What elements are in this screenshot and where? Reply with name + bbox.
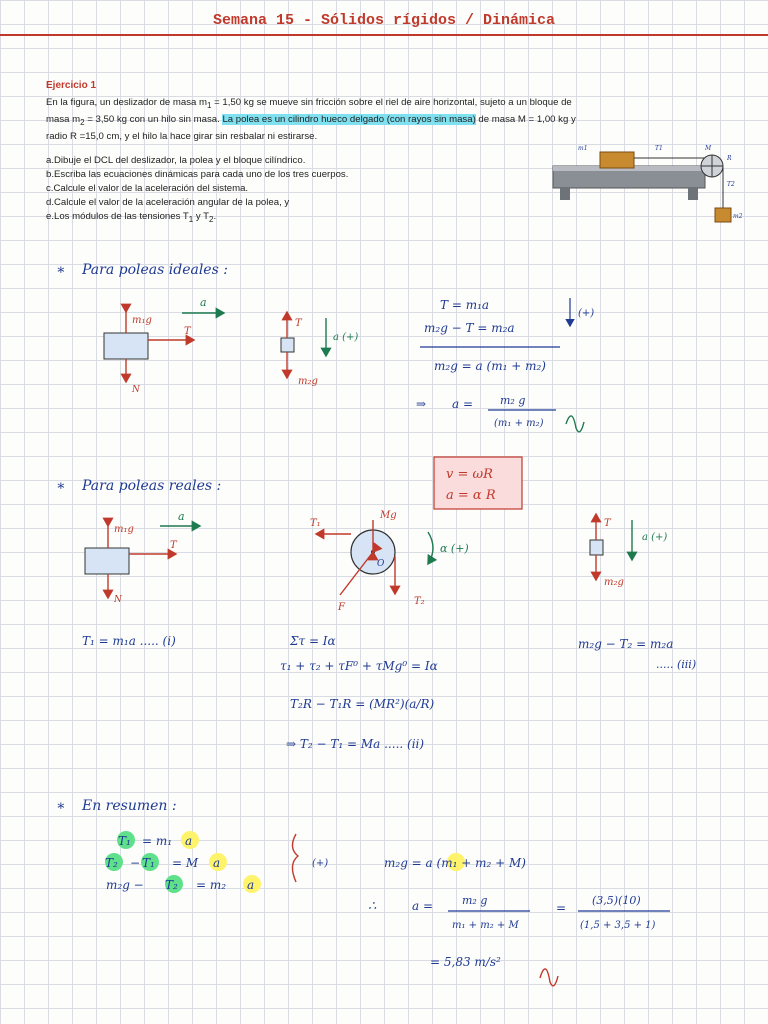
s1-a: a [185,834,193,848]
exercise-title: Ejercicio 1 [46,80,97,91]
item-e-sub2: 2 [209,214,214,224]
problem-text-1: En la figura, un deslizador de masa m [46,97,208,108]
real-alpha-arrow [428,532,433,564]
s2-rest: = M [172,856,199,870]
ideal-plus: (+) [578,308,595,319]
real-eq1: T₁ = m₁a ..... (i) [82,634,176,648]
note-bullet-1: ∗ [56,262,66,278]
s3-t2: T₂ [165,878,178,892]
fig-label-t2: T2 [727,181,735,188]
ideal-eq4-den: (m₁ + m₂) [494,418,544,429]
real-label-t2: T₂ [414,596,425,607]
item-e-prefix: e.Los módulos de las tensiones T [46,211,189,222]
ideal-label-m1g: m₁g [132,315,152,326]
s2-a: a [213,856,221,870]
real-block-box [590,540,603,555]
ideal-checkmark [566,416,584,432]
rail-leg-right [688,188,698,200]
note-summary: En resumen : [82,798,177,814]
s3-a: a [247,878,255,892]
fig-label-m2: m2 [733,213,743,220]
item-a: a.Dibuje el DCL del deslizador, la polea y el bloque cilíndrico. [46,155,306,166]
ideal-label-n: N [132,385,140,395]
rail-leg-left [560,188,570,200]
problem-text-2: = 1,50 kg se mueve sin fricción sobre el riel de aire horizontal, sujeto a un bloque de masa m [46,97,572,125]
boxed-relations [434,457,522,509]
summary-eq-sum: m₂g = a (m₁ + m₂ + M) [384,856,526,870]
real-glider-fbd [85,510,200,605]
real-equations [82,634,696,751]
relation-a: a = α R [446,488,496,503]
ideal-glider-box [104,333,148,359]
item-d: d.Calcule el valor de la aceleración angular de la polea, y [46,197,290,208]
summary-result: = 5,83 m/s² [430,955,501,969]
summary-therefore: ∴ [368,899,377,914]
s3-rest: = m₂ [196,878,227,892]
problem-text-4: de masa M = 1,00 kg y radio R =15,0 cm, y el hilo la hace girar sin resbalar ni estirarse. [46,113,576,142]
real-label-t3: T [604,518,611,529]
ideal-eq1: T = m₁a [440,298,490,312]
fig-label-r: R [727,155,732,162]
real-label-f: F [338,602,345,613]
summary-a-num: m₂ g [462,894,488,907]
ideal-equations [416,298,594,432]
glider-block [600,152,634,168]
summary-v-num: (3,5)(10) [592,894,641,907]
problem-sub-1: 1 [207,100,212,110]
ideal-label-t: T [184,326,191,337]
s1-t: T₁ [118,834,131,848]
note-ideal: Para poleas ideales : [82,262,228,278]
ideal-eq4-num: m₂ g [500,394,526,407]
real-eq2: Στ = Iα [290,634,336,648]
fig-label-t1: T1 [655,145,663,152]
real-label-aplus: a (+) [642,532,668,543]
real-eq3: τ₁ + τ₂ + τF⁰ + τMg⁰ = Iα [280,659,438,673]
summary-v-den: (1,5 + 3,5 + 1) [580,920,656,931]
ideal-eq2: m₂g − T = m₂a [424,321,515,335]
real-eq5: ⇒ T₂ − T₁ = Ma ..... (ii) [286,737,425,751]
problem-text-3: = 3,50 kg con un hilo sin masa. [84,113,223,125]
note-real: Para poleas reales : [82,478,222,494]
summary-brace [292,834,298,882]
s2-t1: T₁ [142,856,155,870]
summary-a-den: m₁ + m₂ + M [452,920,519,931]
real-block-fbd [590,514,667,588]
note-bullet-2: ∗ [56,478,66,494]
real-label-alpha: α (+) [440,542,469,555]
real-glider-box [85,548,129,574]
real-eq6: m₂g − T₂ = m₂a [578,637,674,651]
problem-sub-2: 2 [80,117,85,127]
item-c: c.Calcule el valor de la aceleración del sistema. [46,183,249,194]
ideal-label-m2g: m₂g [298,376,318,387]
summary-eq: = [556,901,567,915]
note-bullet-3: ∗ [56,798,66,814]
real-eq6-tag: ..... (iii) [656,658,697,671]
ideal-implies: ⇒ [416,397,427,411]
item-e-end: . [213,211,217,222]
s2-minus: − [130,856,141,870]
ideal-block-box [281,338,294,352]
s3-left: m₂g − [106,878,144,892]
real-label-mg: Mg [380,510,397,521]
real-label-t1: T₁ [310,518,321,529]
ideal-label-aplus: a (+) [333,332,359,343]
item-b: b.Escriba las ecuaciones dinámicas para cada uno de los tres cuerpos. [46,169,349,180]
ideal-label-a: a [200,296,207,309]
summary-a-lhs: a = [412,899,434,913]
s1-rest: = m₁ [142,834,173,848]
summary-checkmark [540,969,558,986]
real-eq4: T₂R − T₁R = (MR²)(a/R) [290,697,435,711]
hanging-block [715,208,731,222]
ideal-glider-fbd [104,296,224,395]
item-e-mid: y T [193,211,210,222]
real-pulley-fbd [310,510,469,613]
s2-t2: T₂ [105,856,118,870]
real-label-a: a [178,510,185,523]
apparatus-figure [553,145,743,222]
real-label-n: N [114,595,122,605]
item-e-sub1: 1 [188,214,194,224]
fig-label-m1: m1 [578,145,588,152]
ideal-label-t2: T [295,318,302,329]
relation-v: v = ωR [446,467,493,482]
fig-label-m: M [705,145,712,152]
ideal-block-fbd [281,312,358,387]
real-label-o: O [377,559,385,569]
ideal-eq4-lhs: a = [452,397,474,411]
problem-highlight: La polea es un cilindro hueco delgado (con rayos sin masa) [222,113,476,125]
real-label-t: T [170,540,177,551]
page-title: Semana 15 - Sólidos rígidos / Dinámica [212,12,556,29]
real-label-m1g: m₁g [114,524,134,535]
summary-equations [105,831,670,986]
real-label-m2g: m₂g [604,577,624,588]
summary-plus: (+) [312,858,329,869]
ideal-eq3: m₂g = a (m₁ + m₂) [434,359,546,373]
